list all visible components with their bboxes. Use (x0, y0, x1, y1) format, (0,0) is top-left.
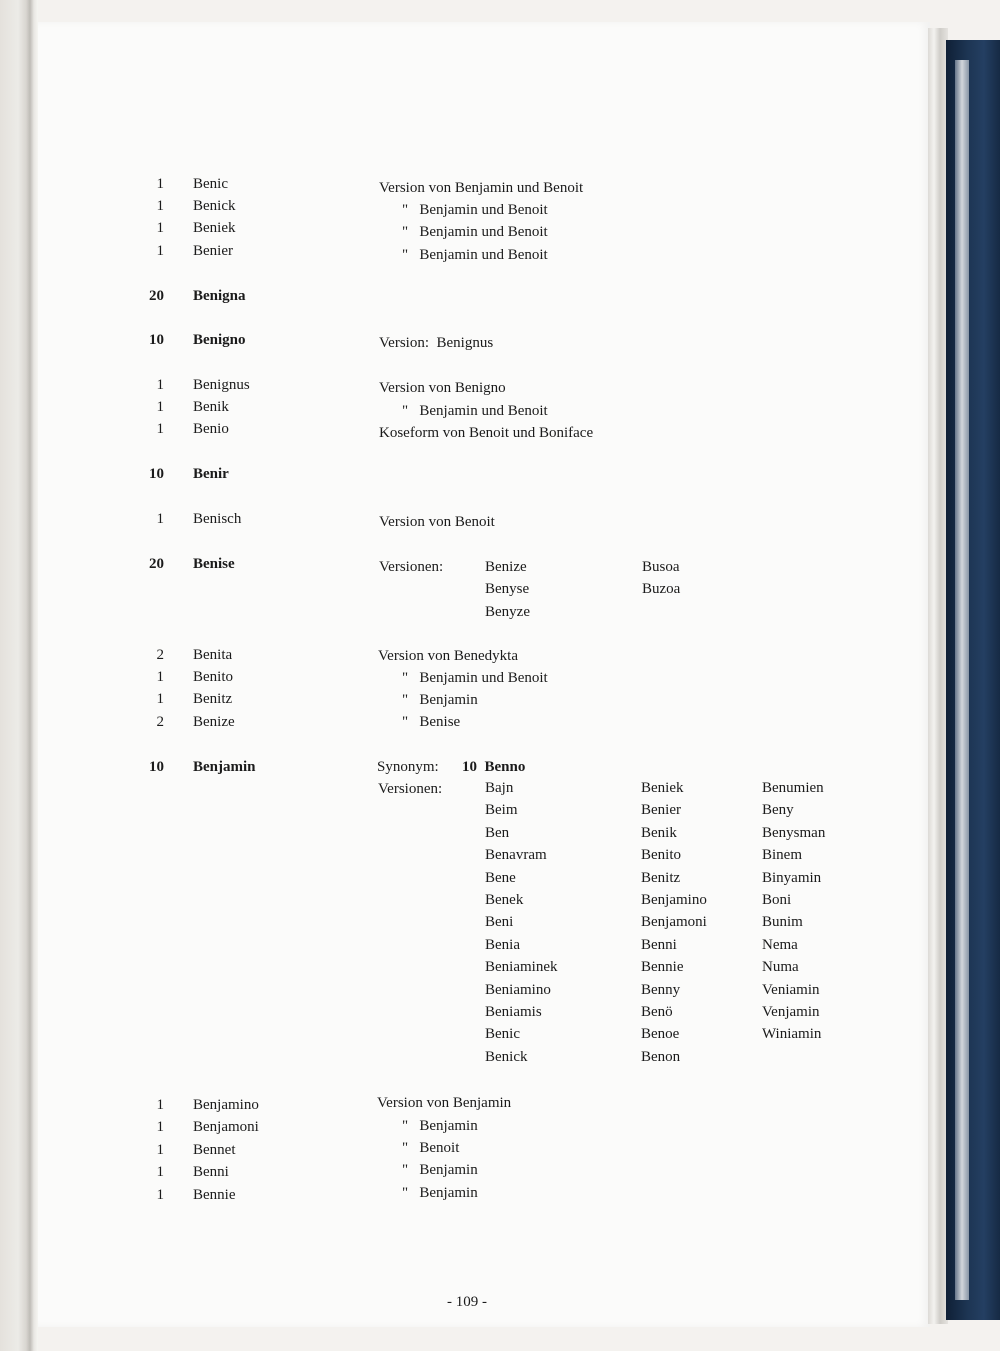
versions-column-2 (641, 777, 707, 1068)
entry-note: " Benjamin und Benoit (402, 202, 548, 218)
version-name: Beim (485, 802, 518, 819)
entry-note: Version von Benoit (379, 514, 495, 530)
page-number: - 109 - (447, 1294, 487, 1310)
version-name: Benjamino (641, 892, 707, 909)
version-name: Bene (485, 869, 516, 886)
entry-note: " Benjamin und Benoit (402, 403, 548, 419)
entry-count: 1 (156, 669, 164, 685)
entry-count: 20 (149, 556, 164, 572)
entry-count: 1 (156, 399, 164, 415)
entry-name: Benise (193, 556, 235, 572)
page-edges (928, 28, 948, 1324)
entry-count: 20 (149, 288, 164, 304)
entry-note: " Benjamin (402, 1118, 478, 1134)
cover-highlight (955, 60, 969, 1300)
entry-count: 2 (156, 714, 164, 730)
entry-name: Benik (193, 399, 229, 415)
entry-count: 10 (149, 332, 164, 348)
entry-note: " Benjamin (402, 692, 478, 708)
entry-count: 1 (156, 198, 164, 214)
entry-name: Beniek (193, 220, 236, 236)
entry-name: Benier (193, 243, 233, 259)
book-gutter (0, 0, 38, 1351)
version-name: Buzoa (642, 581, 681, 598)
version-name: Ben (485, 824, 510, 841)
entry-name: Benigno (193, 332, 246, 348)
entry-name: Benisch (193, 511, 242, 527)
entry-count: 1 (156, 1119, 164, 1135)
entry-name: Benita (193, 647, 233, 663)
entry-note: " Benjamin und Benoit (402, 670, 548, 686)
entry-note: " Benoit (402, 1140, 460, 1156)
version-name: Beniek (641, 780, 684, 796)
entry-name: Bennet (193, 1142, 236, 1158)
entry-name: Benic (193, 176, 228, 192)
entry-note: " Benjamin und Benoit (402, 247, 548, 263)
version-name: Beny (762, 802, 794, 819)
version-name: Benia (485, 936, 520, 953)
entry-note: " Benise (402, 714, 461, 730)
entry-name: Benick (193, 198, 236, 214)
entry-name: Bennie (193, 1187, 236, 1203)
version-name: Benumien (762, 780, 824, 796)
entry-name: Benio (193, 421, 229, 437)
versions-label: Versionen: (379, 559, 444, 575)
version-name: Bunim (762, 914, 803, 931)
entry-count: 1 (156, 1097, 164, 1113)
entry-count: 2 (156, 647, 164, 663)
version-name: Beniamis (485, 1004, 542, 1021)
version-name: Benjamoni (641, 914, 707, 931)
entry-count: 1 (156, 1142, 164, 1158)
entry-name: Benito (193, 669, 233, 685)
versions-column-2 (642, 556, 680, 601)
version-name: Benik (641, 824, 677, 841)
entry-count: 10 (149, 466, 164, 482)
version-name: Numa (762, 959, 799, 976)
version-name: Binyamin (762, 869, 822, 886)
entry-name: Benjamino (193, 1097, 259, 1113)
version-name: Boni (762, 892, 792, 909)
entry-name: Benni (193, 1164, 229, 1180)
version-name: Beniaminek (485, 959, 558, 976)
version-name: Benysman (762, 824, 826, 841)
entry-note: Version von Benjamin (377, 1095, 512, 1111)
version-name: Benni (641, 936, 677, 953)
version-name: Bennie (641, 959, 684, 976)
version-name: Beni (485, 914, 514, 931)
entry-note: " Benjamin (402, 1185, 478, 1201)
version-name: Benito (641, 847, 681, 864)
version-name: Binem (762, 847, 802, 864)
entry-count: 1 (156, 421, 164, 437)
entry-name: Benize (193, 714, 235, 730)
version-name: Bajn (485, 780, 514, 796)
entry-count: 1 (156, 220, 164, 236)
version-name: Nema (762, 936, 798, 953)
version-name: Benyze (485, 603, 530, 620)
entry-count: 1 (156, 1164, 164, 1180)
version-name: Benick (485, 1048, 528, 1065)
entry-name: Benir (193, 466, 229, 482)
version-name: Benize (485, 559, 527, 575)
entry-name: Benjamin (193, 759, 256, 775)
version-name: Benö (641, 1004, 673, 1021)
versions-label: Versionen: (378, 781, 443, 797)
version-name: Busoa (642, 559, 680, 575)
entry-count: 1 (156, 176, 164, 192)
entry-count: 1 (156, 377, 164, 393)
entry-count: 1 (156, 691, 164, 707)
entry-count: 1 (156, 1187, 164, 1203)
entry-name: Benignus (193, 377, 250, 393)
version-name: Benon (641, 1048, 681, 1065)
entry-note: Koseform von Benoit und Boniface (379, 425, 594, 441)
entry-name: Benjamoni (193, 1119, 259, 1135)
versions-column-1 (485, 777, 557, 1068)
entry-count: 1 (156, 243, 164, 259)
version-name: Benitz (641, 869, 681, 886)
version-name: Beniamino (485, 981, 551, 998)
version-name: Benny (641, 981, 681, 998)
entry-note: " Benjamin (402, 1162, 478, 1178)
version-name: Benavram (485, 847, 547, 864)
version-name: Benek (485, 892, 524, 909)
version-name: Veniamin (762, 981, 820, 998)
entry-note: Version von Benedykta (378, 648, 518, 664)
versions-column-3 (762, 777, 825, 1046)
synonym-value: 10 Benno (462, 759, 526, 775)
synonym-label: Synonym: (377, 759, 439, 775)
version-name: Benyse (485, 581, 530, 598)
version-name: Benic (485, 1026, 520, 1043)
entry-count: 10 (149, 759, 164, 775)
entry-note: " Benjamin und Benoit (402, 224, 548, 240)
entry-name: Benigna (193, 288, 246, 304)
version-name: Venjamin (762, 1004, 820, 1021)
version-name: Benoe (641, 1026, 680, 1043)
entry-note: Version von Benjamin und Benoit (379, 180, 584, 196)
entry-count: 1 (156, 511, 164, 527)
entry-name: Benitz (193, 691, 233, 707)
entry-note: Version: Benignus (379, 335, 494, 351)
version-name: Winiamin (762, 1026, 822, 1043)
entry-note: Version von Benigno (379, 380, 506, 396)
versions-column-1 (485, 556, 530, 623)
version-name: Benier (641, 802, 681, 819)
